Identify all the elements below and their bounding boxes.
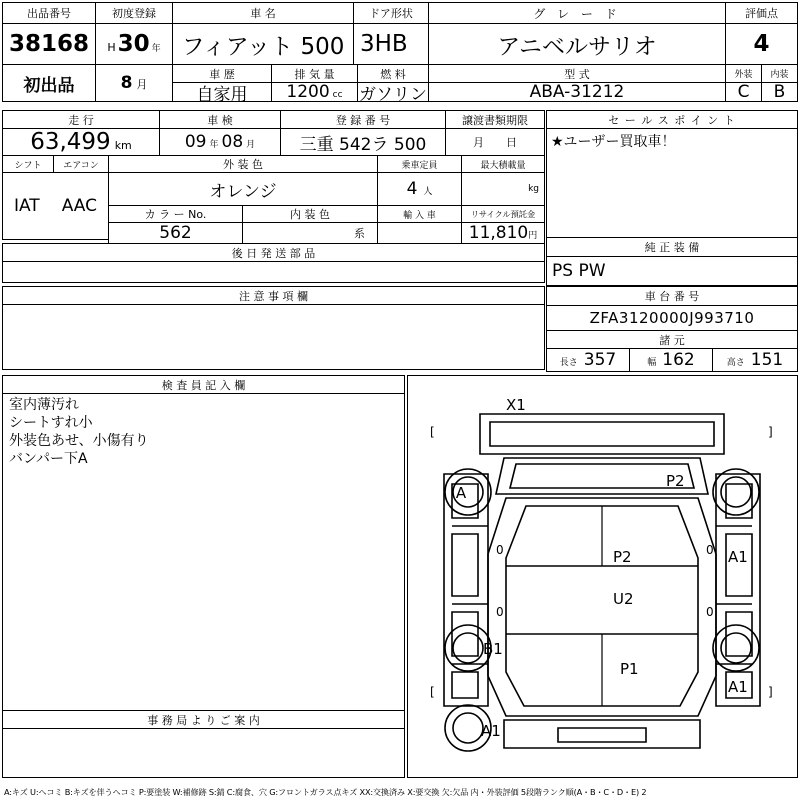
model-value: ABA-31212 (529, 82, 625, 102)
zero-right-lower: 0 (706, 605, 714, 619)
history-value: 自家用 (196, 84, 248, 105)
transfer-day-unit: 日 (506, 136, 517, 149)
disp-label: 排 気 量 (294, 67, 335, 81)
dims-label: 諸 元 (659, 333, 685, 347)
shaken-month: 08 (221, 132, 244, 152)
zero-left-lower: 0 (496, 605, 504, 619)
int-grade-value: B (773, 82, 786, 102)
mileage-unit: km (114, 139, 132, 152)
height-value: 151 (750, 350, 784, 370)
length-value: 357 (583, 350, 617, 370)
disp-unit: cc (332, 90, 343, 100)
grade-label-cell (428, 2, 726, 24)
length-label: 長さ (559, 358, 578, 368)
mark-A1-bottom: A1 (481, 722, 501, 740)
width-value: 162 (662, 350, 695, 370)
score-value: 4 (753, 31, 770, 57)
grade-value: アニベルサリオ (497, 33, 657, 60)
notes-label-cell (2, 286, 545, 305)
int-grade-label: 内装 (770, 70, 789, 80)
inspector-note-line: 外装色あせ、小傷有り (9, 432, 149, 449)
mileage-label: 走 行 (68, 113, 94, 127)
height-cell (712, 348, 798, 372)
mark-A1-right: A1 (728, 548, 748, 566)
mark-A1-lower-right: A1 (728, 678, 748, 696)
transfer-label-cell (445, 110, 545, 129)
later-parts-value-cell (2, 261, 545, 283)
colorno-label-cell (108, 205, 243, 223)
width-label: 幅 (647, 358, 657, 368)
lot-no-label: 出品番号 (27, 7, 71, 20)
colorno-value: 562 (159, 223, 192, 243)
import-value-cell (377, 222, 462, 244)
lot-no-value-cell (2, 23, 96, 65)
mark-P2-center: P2 (613, 548, 632, 566)
zero-right-upper: 0 (706, 543, 714, 557)
recycle-value: 11,810 (468, 223, 529, 243)
office-value-cell (2, 728, 405, 778)
shaken-label: 車 検 (207, 113, 233, 127)
notes-label: 注 意 事 項 欄 (239, 289, 308, 303)
mileage-value: 63,499 (30, 129, 111, 155)
carname-label-cell (172, 2, 354, 24)
equip-value: PS PW (552, 261, 606, 281)
reg-date-label-cell (95, 2, 173, 24)
chassis-value-cell (546, 305, 798, 331)
damage-diagram-svg (408, 376, 797, 777)
inspector-note-line: 室内薄汚れ (9, 397, 79, 413)
extcolor-value: オレンジ (209, 181, 277, 202)
regno-label: 登 録 番 号 (335, 113, 391, 127)
length-cell (546, 348, 630, 372)
mark-B1: B1 (483, 640, 503, 658)
seats-label: 乗車定員 (401, 160, 438, 171)
equip-value-cell (546, 256, 798, 286)
reg-year: 30 (117, 31, 150, 57)
mark-X1: X1 (506, 396, 526, 414)
grade-value-cell (428, 23, 726, 65)
colorno-label: カ ラ ー No. (144, 208, 207, 221)
fuel-label: 燃 料 (380, 67, 406, 81)
door-label: ドア形状 (369, 7, 413, 20)
mark-A-left: A (455, 484, 467, 502)
door-value-cell (353, 23, 429, 65)
door-value: 3HB (360, 31, 408, 57)
disp-value-cell (271, 82, 358, 102)
equip-label: 純 正 装 備 (644, 241, 700, 254)
office-label-cell (2, 710, 405, 729)
carname-label: 車 名 (250, 7, 276, 20)
width-cell (629, 348, 713, 372)
seats-unit: 人 (423, 187, 433, 197)
first-exhibit-cell (2, 64, 96, 102)
shaken-value-cell (159, 128, 281, 156)
bracket-left-bottom: [ (430, 685, 435, 699)
chassis-label: 車 台 番 号 (644, 290, 700, 303)
disp-value: 1200 (286, 82, 330, 102)
damage-diagram-panel (407, 375, 798, 778)
recycle-value-cell (461, 222, 545, 244)
recycle-label: リサイクル預託金 (470, 208, 536, 219)
shift-value: IAT (13, 196, 40, 216)
reg-month-unit: 月 (136, 78, 148, 91)
shift-label: シフト (14, 160, 42, 171)
colorno-value-cell (108, 222, 243, 244)
model-label-cell (428, 64, 726, 83)
lot-no-label-cell (2, 2, 96, 24)
intcolor-value-cell (242, 222, 378, 244)
transfer-month-unit: 月 (473, 136, 484, 149)
int-grade-label-cell (761, 64, 798, 83)
load-value-cell (461, 172, 545, 206)
shaken-year-unit: 年 (209, 140, 219, 150)
later-parts-label-cell (2, 243, 545, 262)
model-value-cell (428, 82, 726, 102)
mileage-label-cell (2, 110, 160, 129)
mark-P2-upper: P2 (666, 472, 685, 490)
score-value-cell (725, 23, 798, 65)
regno-value: 三重 542ラ 500 (299, 134, 427, 155)
seats-value: 4 (406, 179, 418, 199)
later-parts-label: 後 日 発 送 部 品 (231, 246, 316, 260)
model-label: 型 式 (564, 67, 590, 81)
chassis-label-cell (546, 286, 798, 306)
reg-year-cell (95, 23, 173, 65)
mark-P1: P1 (620, 660, 639, 678)
ext-grade-label-cell (725, 64, 762, 83)
zero-left-upper: 0 (496, 543, 504, 557)
chassis-value: ZFA3120000J993710 (589, 309, 755, 327)
intcolor-label-cell (242, 205, 378, 223)
transfer-label: 譲渡書類期限 (462, 113, 528, 127)
load-unit: kg (528, 184, 539, 194)
seats-label-cell (377, 155, 462, 173)
fuel-value: ガソリン (359, 84, 427, 105)
shift-label-cell (2, 155, 54, 173)
recycle-label-cell (461, 205, 545, 223)
import-label: 輸 入 車 (403, 210, 436, 221)
ext-grade-label: 外装 (734, 70, 753, 80)
salespoint-value-cell (546, 128, 798, 238)
extcolor-label: 外 装 色 (223, 158, 263, 171)
int-grade-value-cell (761, 82, 798, 102)
shaken-month-unit: 月 (246, 140, 256, 150)
grade-label: グ レ ー ド (533, 6, 621, 21)
history-label: 車 歴 (209, 67, 235, 81)
regno-label-cell (280, 110, 446, 129)
shaken-year: 09 (184, 132, 207, 152)
recycle-unit: 円 (528, 231, 538, 241)
score-label-cell (725, 2, 798, 24)
reg-month: 8 (120, 73, 133, 93)
reg-year-unit: 年 (151, 44, 161, 54)
inspector-notes-cell (2, 393, 405, 711)
dims-label-cell (546, 330, 798, 349)
carname-value-cell (172, 23, 354, 65)
ac-label: エアコン (63, 160, 99, 171)
inspector-label: 検 査 員 記 入 欄 (161, 378, 246, 392)
history-value-cell (172, 82, 272, 105)
bracket-right-top: ] (768, 425, 773, 439)
transfer-value-cell (445, 128, 545, 156)
office-label: 事 務 局 よ り ご 案 内 (147, 713, 260, 727)
seats-value-cell (377, 172, 462, 206)
inspector-label-cell (2, 375, 405, 394)
reg-era: H (107, 41, 116, 54)
inspector-note-line: シートすれ小 (9, 414, 93, 431)
reg-month-cell (95, 64, 173, 102)
bracket-right-bottom: ] (768, 685, 773, 699)
extcolor-label-cell (108, 155, 378, 173)
extcolor-value-cell (108, 172, 378, 206)
shaken-label-cell (159, 110, 281, 129)
ac-label-cell (53, 155, 109, 173)
inspector-note-line: バンパー下A (9, 450, 88, 467)
door-label-cell (353, 2, 429, 24)
salespoint-label-cell (546, 110, 798, 129)
intcolor-label: 内 装 色 (290, 208, 330, 221)
salespoint-value: ★ユーザー買取車！ (551, 134, 676, 150)
height-label: 高さ (726, 358, 745, 368)
carname-value: フィアット 500 (181, 33, 345, 60)
reg-date-label: 初度登録 (112, 7, 156, 20)
score-label: 評価点 (745, 7, 778, 20)
disp-label-cell (271, 64, 358, 83)
equip-label-cell (546, 237, 798, 257)
regno-value-cell (280, 128, 446, 156)
ext-grade-value: C (737, 82, 750, 102)
salespoint-label: セ ー ル ス ポ イ ン ト (608, 113, 736, 127)
shift-ac-value-cell (2, 172, 109, 240)
load-label: 最大積載量 (480, 160, 526, 171)
bracket-left-top: [ (430, 425, 435, 439)
load-label-cell (461, 155, 545, 173)
mileage-value-cell (2, 128, 160, 156)
ac-value: AAC (61, 196, 97, 216)
intcolor-value: 系 (354, 227, 365, 240)
fuel-value-cell (357, 82, 429, 105)
ext-grade-value-cell (725, 82, 762, 102)
lot-no-value: 38168 (8, 31, 90, 57)
notes-value-cell (2, 304, 545, 370)
mark-U2: U2 (613, 590, 634, 608)
import-label-cell (377, 205, 462, 223)
first-exhibit-label: 初出品 (23, 75, 75, 96)
legend-text: A:キズ U:ヘコミ B:キズを伴うヘコミ P:要塗装 W:補修跡 S:錆 C:腐食、穴 G:フロントガラス点キズ XX:交換済み X:要交換 欠:欠品 内・外装評価 5段階ランク順(A・B・C・D・E) 2 (4, 787, 647, 797)
